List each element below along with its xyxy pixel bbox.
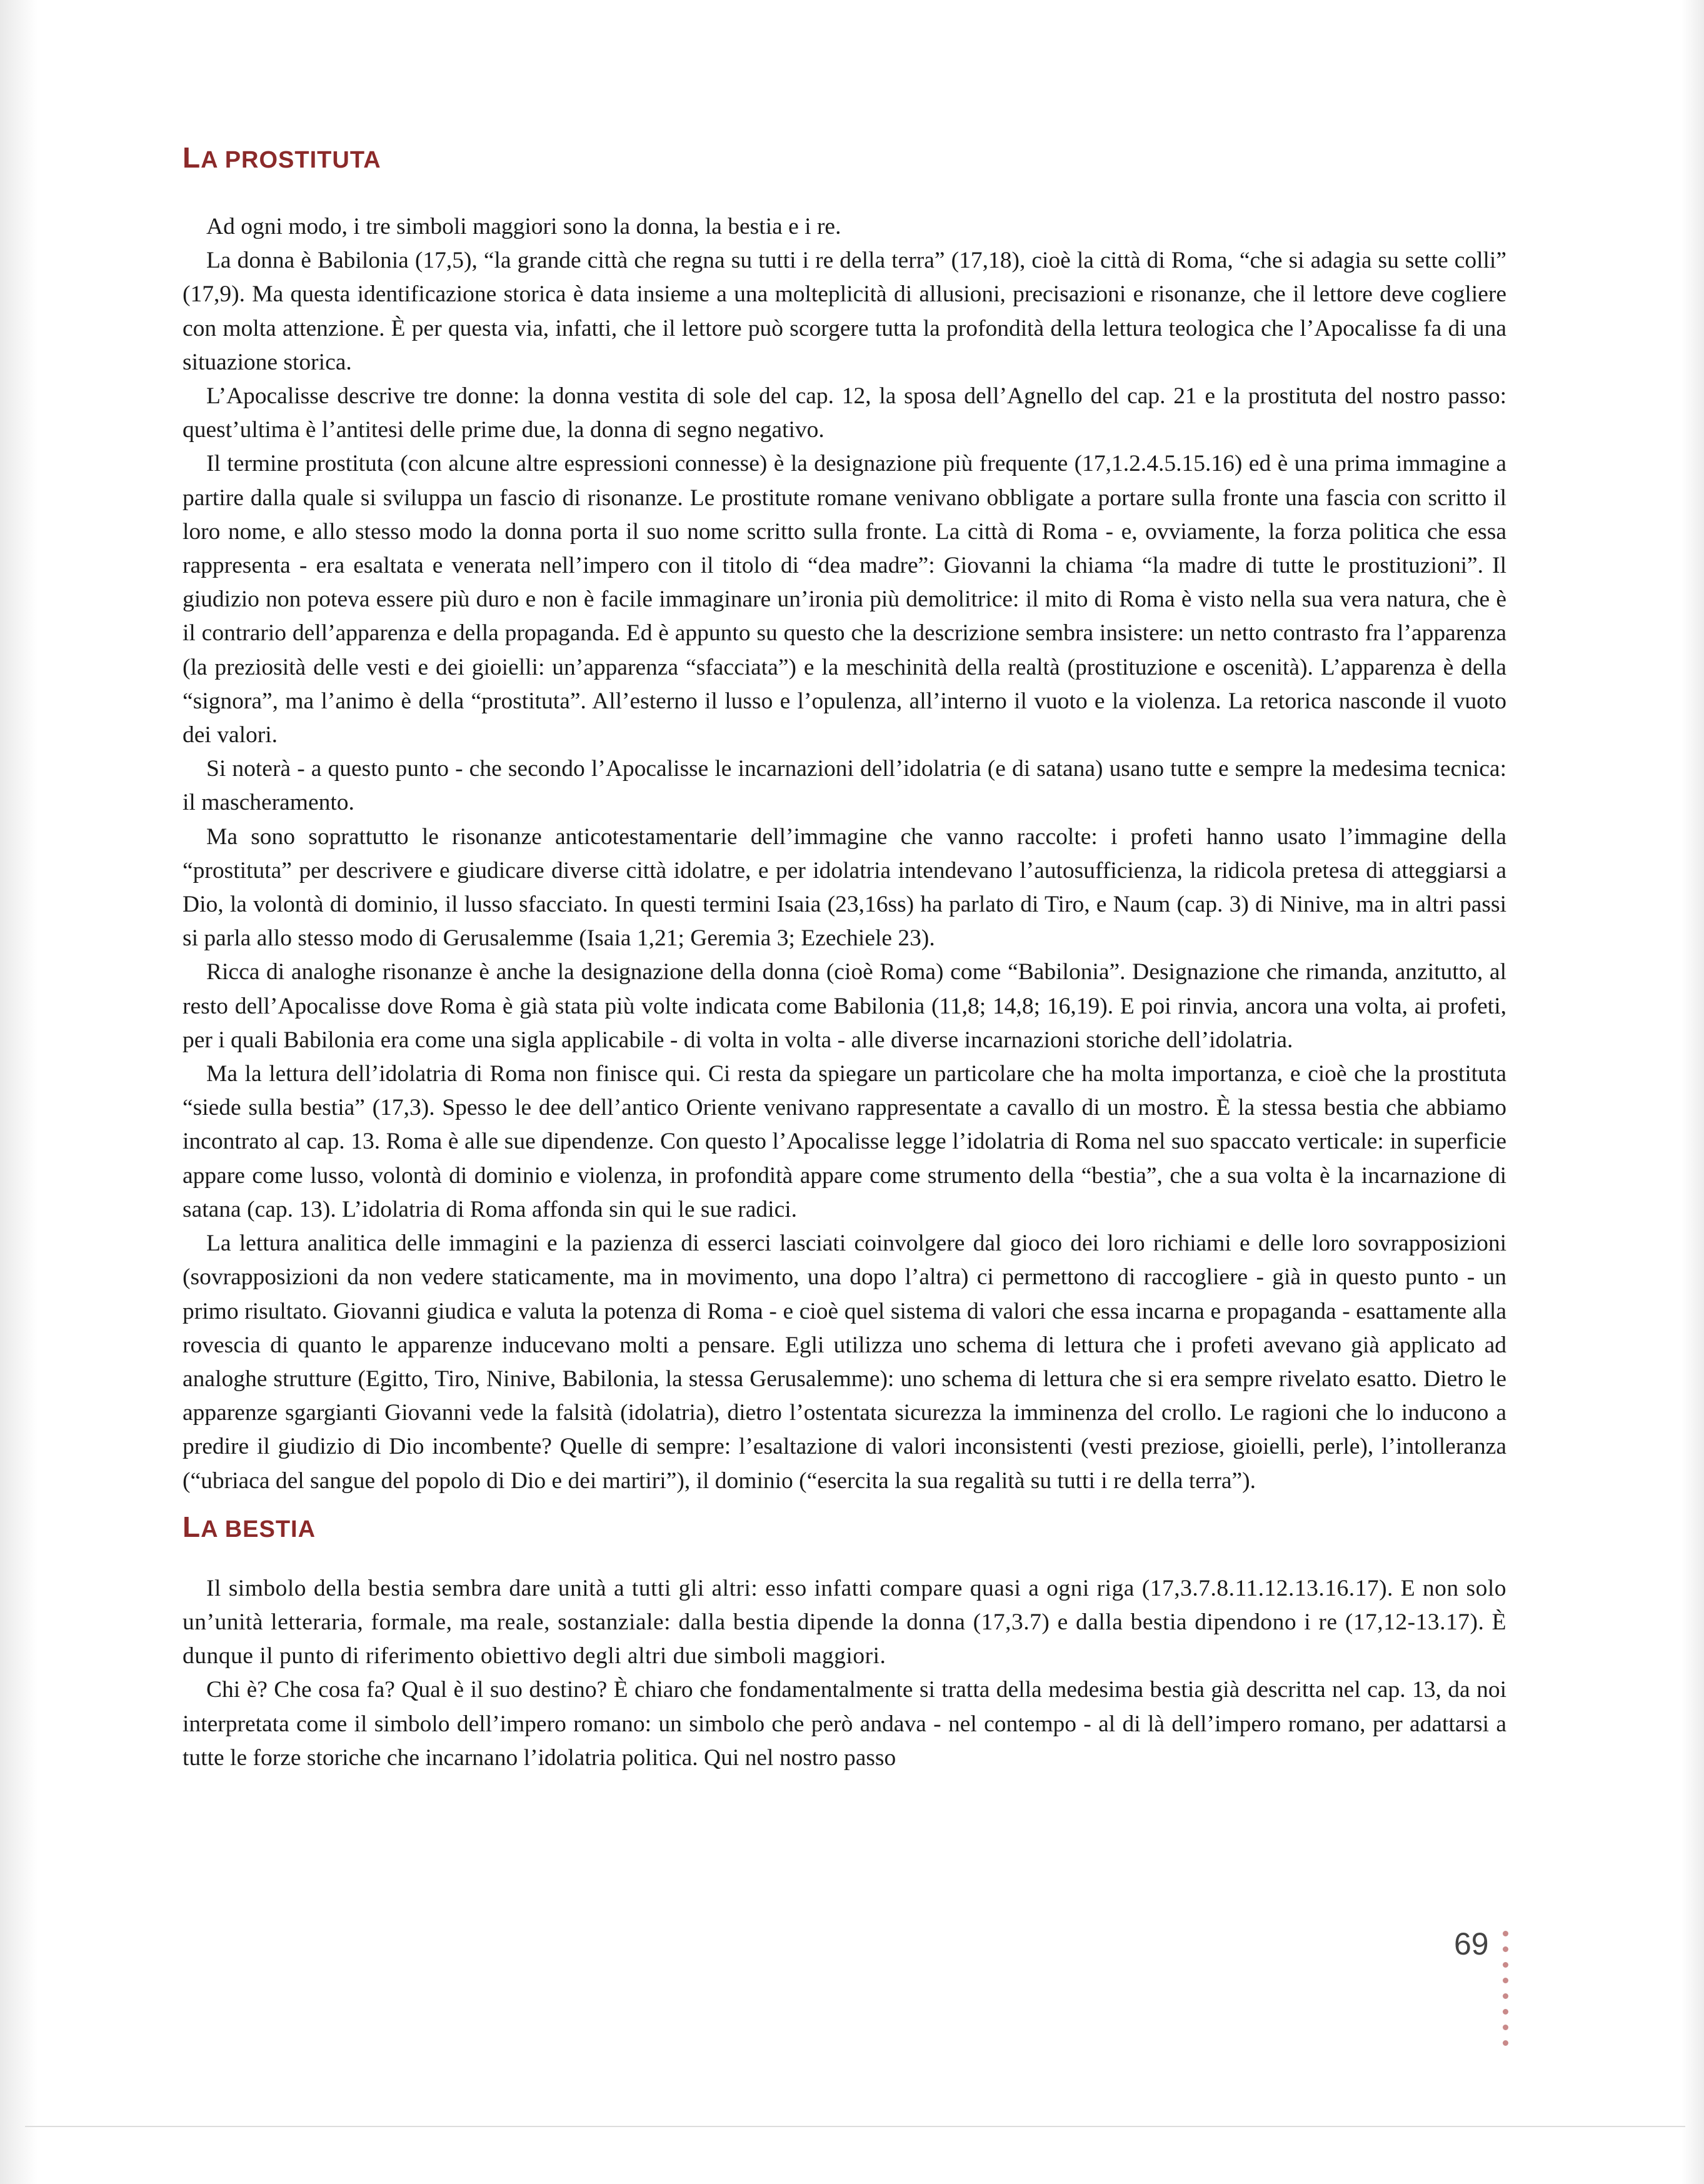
left-page-shadow xyxy=(0,0,38,2184)
paragraph: Il simbolo della bestia sembra dare unità a tutti gli altri: esso infatti compare quasi a ogni riga (17,3.7.8.11.12.13.16.17). E non solo un’unità letteraria, formale, ma reale, sostanziale: dalla bestia dipende la donna (17,3.7) e dalla bestia dipendono i re (17,12-13.17). È dunque il punto di riferimento obiettivo degli altri due simboli maggiori. xyxy=(183,1575,1506,1669)
heading-initial: L xyxy=(183,141,201,174)
paragraph: Il termine prostituta (con alcune altre espressioni connesse) è la designazione più frequente (17,1.2.4.5.15.16) ed è una prima immagine a partire dalla quale si sviluppa un fascio di risonanze. Le prostitute romane venivano obbligate a portare sulla fronte una fascia con scritto il loro nome, e allo stesso modo la donna porta il suo nome scritto sulla fronte. La città di Roma - e, ovviamente, la forza politica che essa rappresenta - era esaltata e venerata nell’impero con il titolo di “dea madre”: Giovanni la chiama “la madre di tutte le prostituzioni”. Il giudizio non poteva essere più duro e non è facile immaginare un’ironia più demolitrice: il mito di Roma è visto nella sua vera natura, che è il contrario dell’apparenza e della propaganda. Ed è appunto su questo che la descrizione sembra insistere: un netto contrasto fra l’apparenza (la preziosità delle vesti e dei gioielli: un’apparenza “sfacciata”) e la meschinità della realtà (prostituzione e oscenità). L’apparenza è della “signora”, ma l’animo è della “prostituta”. All’esterno il lusso e l’opulenza, all’interno il vuoto e la violenza. La retorica nasconde il vuoto dei valori. xyxy=(183,451,1506,748)
section-heading-prostituta xyxy=(183,143,1506,173)
heading-rest: A PROSTITUTA xyxy=(201,147,381,173)
ornament-dot xyxy=(1503,1978,1508,1983)
right-page-shadow xyxy=(1681,0,1704,2184)
paragraph: Ma la lettura dell’idolatria di Roma non finisce qui. Ci resta da spiegare un particolare che ha molta importanza, e cioè che la prostituta “siede sulla bestia” (17,3). Spesso le dee dell’antico Oriente venivano rappresentate a cavallo di un mostro. È la stessa bestia che abbiamo incontrato al cap. 13. Roma è alle sue dipendenze. Con questo l’Apocalisse legge l’idolatria di Roma nel suo spaccato verticale: in superficie appare come lusso, volontà di dominio e violenza, in profondità appare come strumento della “bestia”, che a sua volta è la incarnazione di satana (cap. 13). L’idolatria di Roma affonda sin qui le sue radici. xyxy=(183,1061,1506,1222)
ornament-dot xyxy=(1503,1931,1508,1936)
page-body xyxy=(183,143,1506,1775)
paragraph: Chi è? Che cosa fa? Qual è il suo destino? È chiaro che fondamentalmente si tratta della medesima bestia già descritta nel cap. 13, da noi interpretata come il simbolo dell’impero romano: un simbolo che però andava - nel contempo - al di là dell’impero romano, per adattarsi a tutte le forze storiche che incarnano l’idolatria politica. Qui nel nostro passo xyxy=(183,1677,1506,1771)
section-heading-bestia xyxy=(183,1512,1506,1542)
ornament-dot xyxy=(1503,2009,1508,2015)
ornament-dot xyxy=(1503,2025,1508,2030)
ornament-dot xyxy=(1503,1946,1508,1952)
page-number: 69 xyxy=(1454,1926,1489,1961)
paragraph: Ma sono soprattutto le risonanze anticotestamentarie dell’immagine che vanno raccolte: i profeti hanno usato l’immagine della “prostituta” per descrivere e giudicare diverse città idolatre, e per idolatria intendevano l’autosufficienza, la ridicola pretesa di atteggiarsi a Dio, la volontà di dominio, il lusso sfacciato. In questi termini Isaia (23,16ss) ha parlato di Tiro, e Naum (cap. 3) di Ninive, ma in altri passi si parla allo stesso modo di Gerusalemme (Isaia 1,21; Geremia 3; Ezechiele 23). xyxy=(183,823,1506,952)
paragraph: Si noterà - a questo punto - che secondo l’Apocalisse le incarnazioni dell’idolatria (e di satana) usano tutte e sempre la medesima tecnica: il mascheramento. xyxy=(183,756,1506,816)
paragraph: L’Apocalisse descrive tre donne: la donna vestita di sole del cap. 12, la sposa dell’Agnello del cap. 21 e la prostituta del nostro passo: quest’ultima è l’antitesi delle prime due, la donna di segno negativo. xyxy=(183,383,1506,443)
heading-rest: A BESTIA xyxy=(201,1516,316,1542)
ornament-dot xyxy=(1503,2040,1508,2046)
paragraph: Ricca di analoghe risonanze è anche la designazione della donna (cioè Roma) come “Babilonia”. Designazione che rimanda, anzitutto, al resto dell’Apocalisse dove Roma è già stata più volte indicata come Babilonia (11,8; 14,8; 16,19). E poi rinvia, ancora una volta, ai profeti, per i quali Babilonia era come una sigla applicabile - di volta in volta - alle diverse incarnazioni storiche dell’idolatria. xyxy=(183,959,1506,1053)
paragraph: La lettura analitica delle immagini e la pazienza di esserci lasciati coinvolgere dal gioco dei loro richiami e delle loro sovrapposizioni (sovrapposizioni da non vedere staticamente, ma in movimento, una dopo l’altra) ci permettono di raccogliere - già in questo punto - un primo risultato. Giovanni giudica e valuta la potenza di Roma - e cioè quel sistema di valori che essa incarna e propaganda - esattamente alla rovescia di quanto le apparenze inducevano molti a pensare. Egli utilizza uno schema di lettura che i profeti avevano già applicato ad analoghe strutture (Egitto, Tiro, Ninive, Babilonia, la stessa Gerusalemme): uno schema di lettura che si era sempre rivelato esatto. Dietro le apparenze sgargianti Giovanni vede la falsità (idolatria), dietro l’ostentata sicurezza la imminenza del crollo. Le ragioni che lo inducono a predire il giudizio di Dio incombente? Quelle di sempre: l’esaltazione di valori inconsistenti (vesti preziose, gioielli, perle), l’intolleranza (“ubriaca del sangue del popolo di Dio e dei martiri”), il dominio (“esercita la sua regalità su tutti i re della terra”). xyxy=(183,1230,1506,1494)
paragraph: Ad ogni modo, i tre simboli maggiori sono la donna, la bestia e i re. xyxy=(206,214,841,239)
bottom-page-edge xyxy=(25,2126,1685,2127)
heading-initial: L xyxy=(183,1510,201,1543)
page-number-dots-ornament xyxy=(1503,1931,1511,2056)
paragraph: La donna è Babilonia (17,5), “la grande città che regna su tutti i re della terra” (17,18), cioè la città di Roma, “che si adagia su sette colli” (17,9). Ma questa identificazione storica è data insieme a una molteplicità di allusioni, precisazioni e risonanze, che il lettore deve cogliere con molta attenzione. È per questa via, infatti, che il lettore può scorgere tutta la profondità della lettura teologica che l’Apocalisse fa di una situazione storica. xyxy=(183,248,1506,375)
ornament-dot xyxy=(1503,1962,1508,1968)
ornament-dot xyxy=(1503,1993,1508,1999)
